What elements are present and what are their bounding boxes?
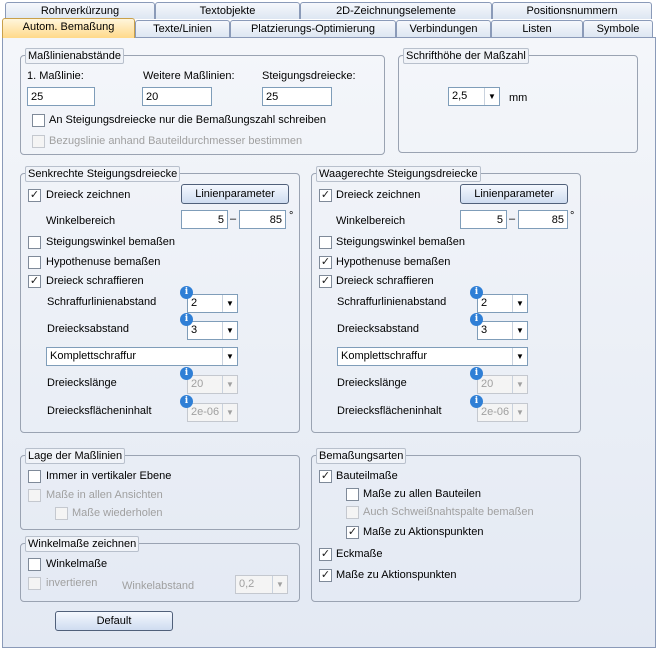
info-icon: i (470, 313, 483, 326)
corner-checkbox[interactable]: ✓ (320, 548, 331, 560)
action-points2-checkbox[interactable]: ✓ (320, 569, 331, 581)
ref-line-label: Bezugslinie anhand Bauteildurchmesser bestimmen (49, 135, 303, 147)
select-value: 2 (481, 297, 488, 309)
select-value: 2 (191, 297, 198, 309)
angle-dims-label: Winkelmaße (46, 558, 108, 570)
w-tri-area-label: Dreiecksflächeninhalt (337, 405, 442, 417)
chevron-down-icon: ▼ (272, 576, 287, 593)
chevron-down-icon: ▼ (222, 348, 237, 365)
chevron-down-icon: ▼ (222, 376, 237, 393)
parts-checkbox[interactable]: ✓ (320, 470, 331, 482)
group-title: Lage der Maßlinien (25, 448, 125, 464)
repeat-checkbox[interactable] (55, 507, 68, 520)
font-height-select[interactable] (448, 87, 500, 106)
weld-label: Auch Schweißnahtspalte bemaßen (363, 506, 534, 518)
info-icon: i (180, 395, 193, 408)
select-value: 0,2 (239, 578, 255, 590)
s-hatch-dist-select[interactable] (187, 294, 238, 313)
w-tri-dist-label: Dreiecksabstand (337, 323, 419, 335)
tab-2d-zeichnungselemente[interactable]: 2D-Zeichnungselemente (300, 2, 492, 19)
corner-label: Eckmaße (336, 548, 383, 560)
w-dim-hyp-checkbox[interactable]: ✓ (320, 256, 331, 268)
w-angle-label: Winkelbereich (336, 215, 406, 227)
chevron-down-icon: ▼ (512, 322, 527, 339)
action-points-label: Maße zu Aktionspunkten (363, 526, 484, 538)
group-title: Winkelmaße zeichnen (25, 536, 139, 552)
info-icon: i (470, 395, 483, 408)
s-draw-checkbox[interactable]: ✓ (29, 189, 40, 201)
w-hatch-label: Dreieck schraffieren (336, 275, 434, 287)
all-parts-checkbox[interactable] (346, 488, 359, 501)
chevron-down-icon: ▼ (512, 404, 527, 421)
group-title: Waagerechte Steigungsdreiecke (316, 166, 481, 182)
s-tri-dist-label: Dreiecksabstand (47, 323, 129, 335)
s-hatch-dist-label: Schraffurlinienabstand (47, 296, 157, 308)
only-number-checkbox[interactable] (32, 114, 45, 127)
further-lines-label: Weitere Maßlinien: (143, 70, 235, 82)
select-value: 20 (191, 378, 204, 390)
info-icon: i (180, 286, 193, 299)
s-hatch-label: Dreieck schraffieren (46, 275, 144, 287)
w-hatch-dist-select[interactable] (477, 294, 528, 313)
info-icon: i (470, 367, 483, 380)
s-line-params-button[interactable]: Linienparameter (181, 184, 289, 204)
unit-label: mm (509, 92, 528, 104)
w-dim-hyp-label: Hypothenuse bemaßen (336, 256, 451, 268)
w-tri-area-select[interactable] (477, 403, 528, 422)
parts-label: Bauteilmaße (336, 470, 398, 482)
tab-symbole[interactable]: Symbole (583, 20, 653, 37)
s-dim-hyp-label: Hypothenuse bemaßen (46, 256, 161, 268)
s-dim-hyp-checkbox[interactable] (28, 256, 41, 269)
slope-triangles-input[interactable] (262, 87, 332, 106)
action-points-checkbox[interactable]: ✓ (347, 526, 358, 538)
chevron-down-icon: ▼ (512, 295, 527, 312)
all-views-label: Maße in allen Ansichten (46, 489, 163, 501)
chevron-down-icon: ▼ (222, 295, 237, 312)
select-value: 3 (191, 324, 198, 336)
vertical-plane-label: Immer in vertikaler Ebene (46, 470, 172, 482)
angle-dims-checkbox[interactable] (28, 558, 41, 571)
weld-checkbox[interactable] (346, 506, 359, 519)
group-title: Schrifthöhe der Maßzahl (403, 48, 529, 64)
tab-autom-bemassung[interactable]: Autom. Bemaßung (2, 18, 135, 38)
angle-dist-select[interactable] (235, 575, 288, 594)
w-draw-label: Dreieck zeichnen (336, 189, 421, 201)
w-hatch-dist-label: Schraffurlinienabstand (337, 296, 447, 308)
further-lines-input[interactable] (142, 87, 212, 106)
select-value: Komplettschraffur (341, 350, 428, 362)
chevron-down-icon: ▼ (484, 88, 499, 105)
s-hatch-checkbox[interactable]: ✓ (29, 275, 40, 287)
chevron-down-icon: ▼ (222, 404, 237, 421)
w-dim-angle-label: Steigungswinkel bemaßen (336, 236, 466, 248)
first-line-input[interactable] (27, 87, 95, 106)
all-views-checkbox[interactable] (28, 489, 41, 502)
group-title: Senkrechte Steigungsdreiecke (25, 166, 180, 182)
select-value: 2e-06 (191, 406, 220, 418)
tab-texte-linien[interactable]: Texte/Linien (135, 20, 230, 37)
s-angle-label: Winkelbereich (46, 215, 116, 227)
w-dim-angle-checkbox[interactable] (319, 236, 332, 249)
vertical-plane-checkbox[interactable] (28, 470, 41, 483)
w-tri-dist-select[interactable] (477, 321, 528, 340)
group-title: Bemaßungsarten (316, 448, 406, 464)
tab-platzierungs-optimierung[interactable]: Platzierungs-Optimierung (230, 20, 396, 37)
repeat-label: Maße wiederholen (72, 507, 163, 519)
w-angle-from-input[interactable] (460, 210, 507, 229)
select-value: 20 (481, 378, 494, 390)
w-hatch-checkbox[interactable]: ✓ (320, 275, 331, 287)
s-angle-to-input[interactable] (239, 210, 286, 229)
select-value: Komplettschraffur (50, 350, 137, 362)
w-line-params-button[interactable]: Linienparameter (460, 184, 568, 204)
slope-triangles-label: Steigungsdreiecke: (262, 70, 356, 82)
w-hatch-type-select[interactable] (337, 347, 528, 366)
s-deg: ° (289, 210, 294, 222)
all-parts-label: Maße zu allen Bauteilen (363, 488, 482, 500)
invert-checkbox[interactable] (28, 577, 41, 590)
tab-positionsnummern[interactable]: Positionsnummern (492, 2, 652, 19)
only-number-label: An Steigungsdreiecke nur die Bemaßungszahl schreiben (49, 114, 326, 126)
chevron-down-icon: ▼ (222, 322, 237, 339)
chevron-down-icon: ▼ (512, 348, 527, 365)
ref-line-checkbox[interactable] (32, 135, 45, 148)
tab-rohrverkuerzung[interactable]: Rohrverkürzung (5, 2, 155, 19)
tab-verbindungen[interactable]: Verbindungen (396, 20, 491, 37)
info-icon: i (470, 286, 483, 299)
w-tri-len-select[interactable] (477, 375, 528, 394)
first-line-label: 1. Maßlinie: (27, 70, 84, 82)
w-dash: – (509, 213, 516, 225)
select-value: 2e-06 (481, 406, 510, 418)
s-tri-area-label: Dreiecksflächeninhalt (47, 405, 152, 417)
info-icon: i (180, 367, 193, 380)
s-tri-area-select[interactable] (187, 403, 238, 422)
s-draw-label: Dreieck zeichnen (46, 189, 131, 201)
select-value: 3 (481, 324, 488, 336)
s-hatch-type-select[interactable] (46, 347, 238, 366)
invert-label: invertieren (46, 577, 98, 589)
s-dim-angle-label: Steigungswinkel bemaßen (46, 236, 176, 248)
tab-textobjekte[interactable]: Textobjekte (155, 2, 300, 19)
angle-dist-label: Winkelabstand (122, 580, 195, 592)
s-dash: – (230, 213, 237, 225)
w-angle-to-input[interactable] (518, 210, 568, 229)
s-tri-len-select[interactable] (187, 375, 238, 394)
s-dim-angle-checkbox[interactable] (28, 236, 41, 249)
w-draw-checkbox[interactable]: ✓ (320, 189, 331, 201)
default-button[interactable]: Default (55, 611, 173, 631)
tab-listen[interactable]: Listen (491, 20, 583, 37)
chevron-down-icon: ▼ (512, 376, 527, 393)
select-value: 2,5 (452, 90, 468, 102)
w-tri-len-label: Dreieckslänge (337, 377, 407, 389)
s-angle-from-input[interactable] (181, 210, 228, 229)
action-points2-label: Maße zu Aktionspunkten (336, 569, 457, 581)
group-title: Maßlinienabstände (25, 48, 124, 64)
s-tri-len-label: Dreieckslänge (47, 377, 117, 389)
info-icon: i (180, 313, 193, 326)
s-tri-dist-select[interactable] (187, 321, 238, 340)
w-deg: ° (570, 210, 575, 222)
